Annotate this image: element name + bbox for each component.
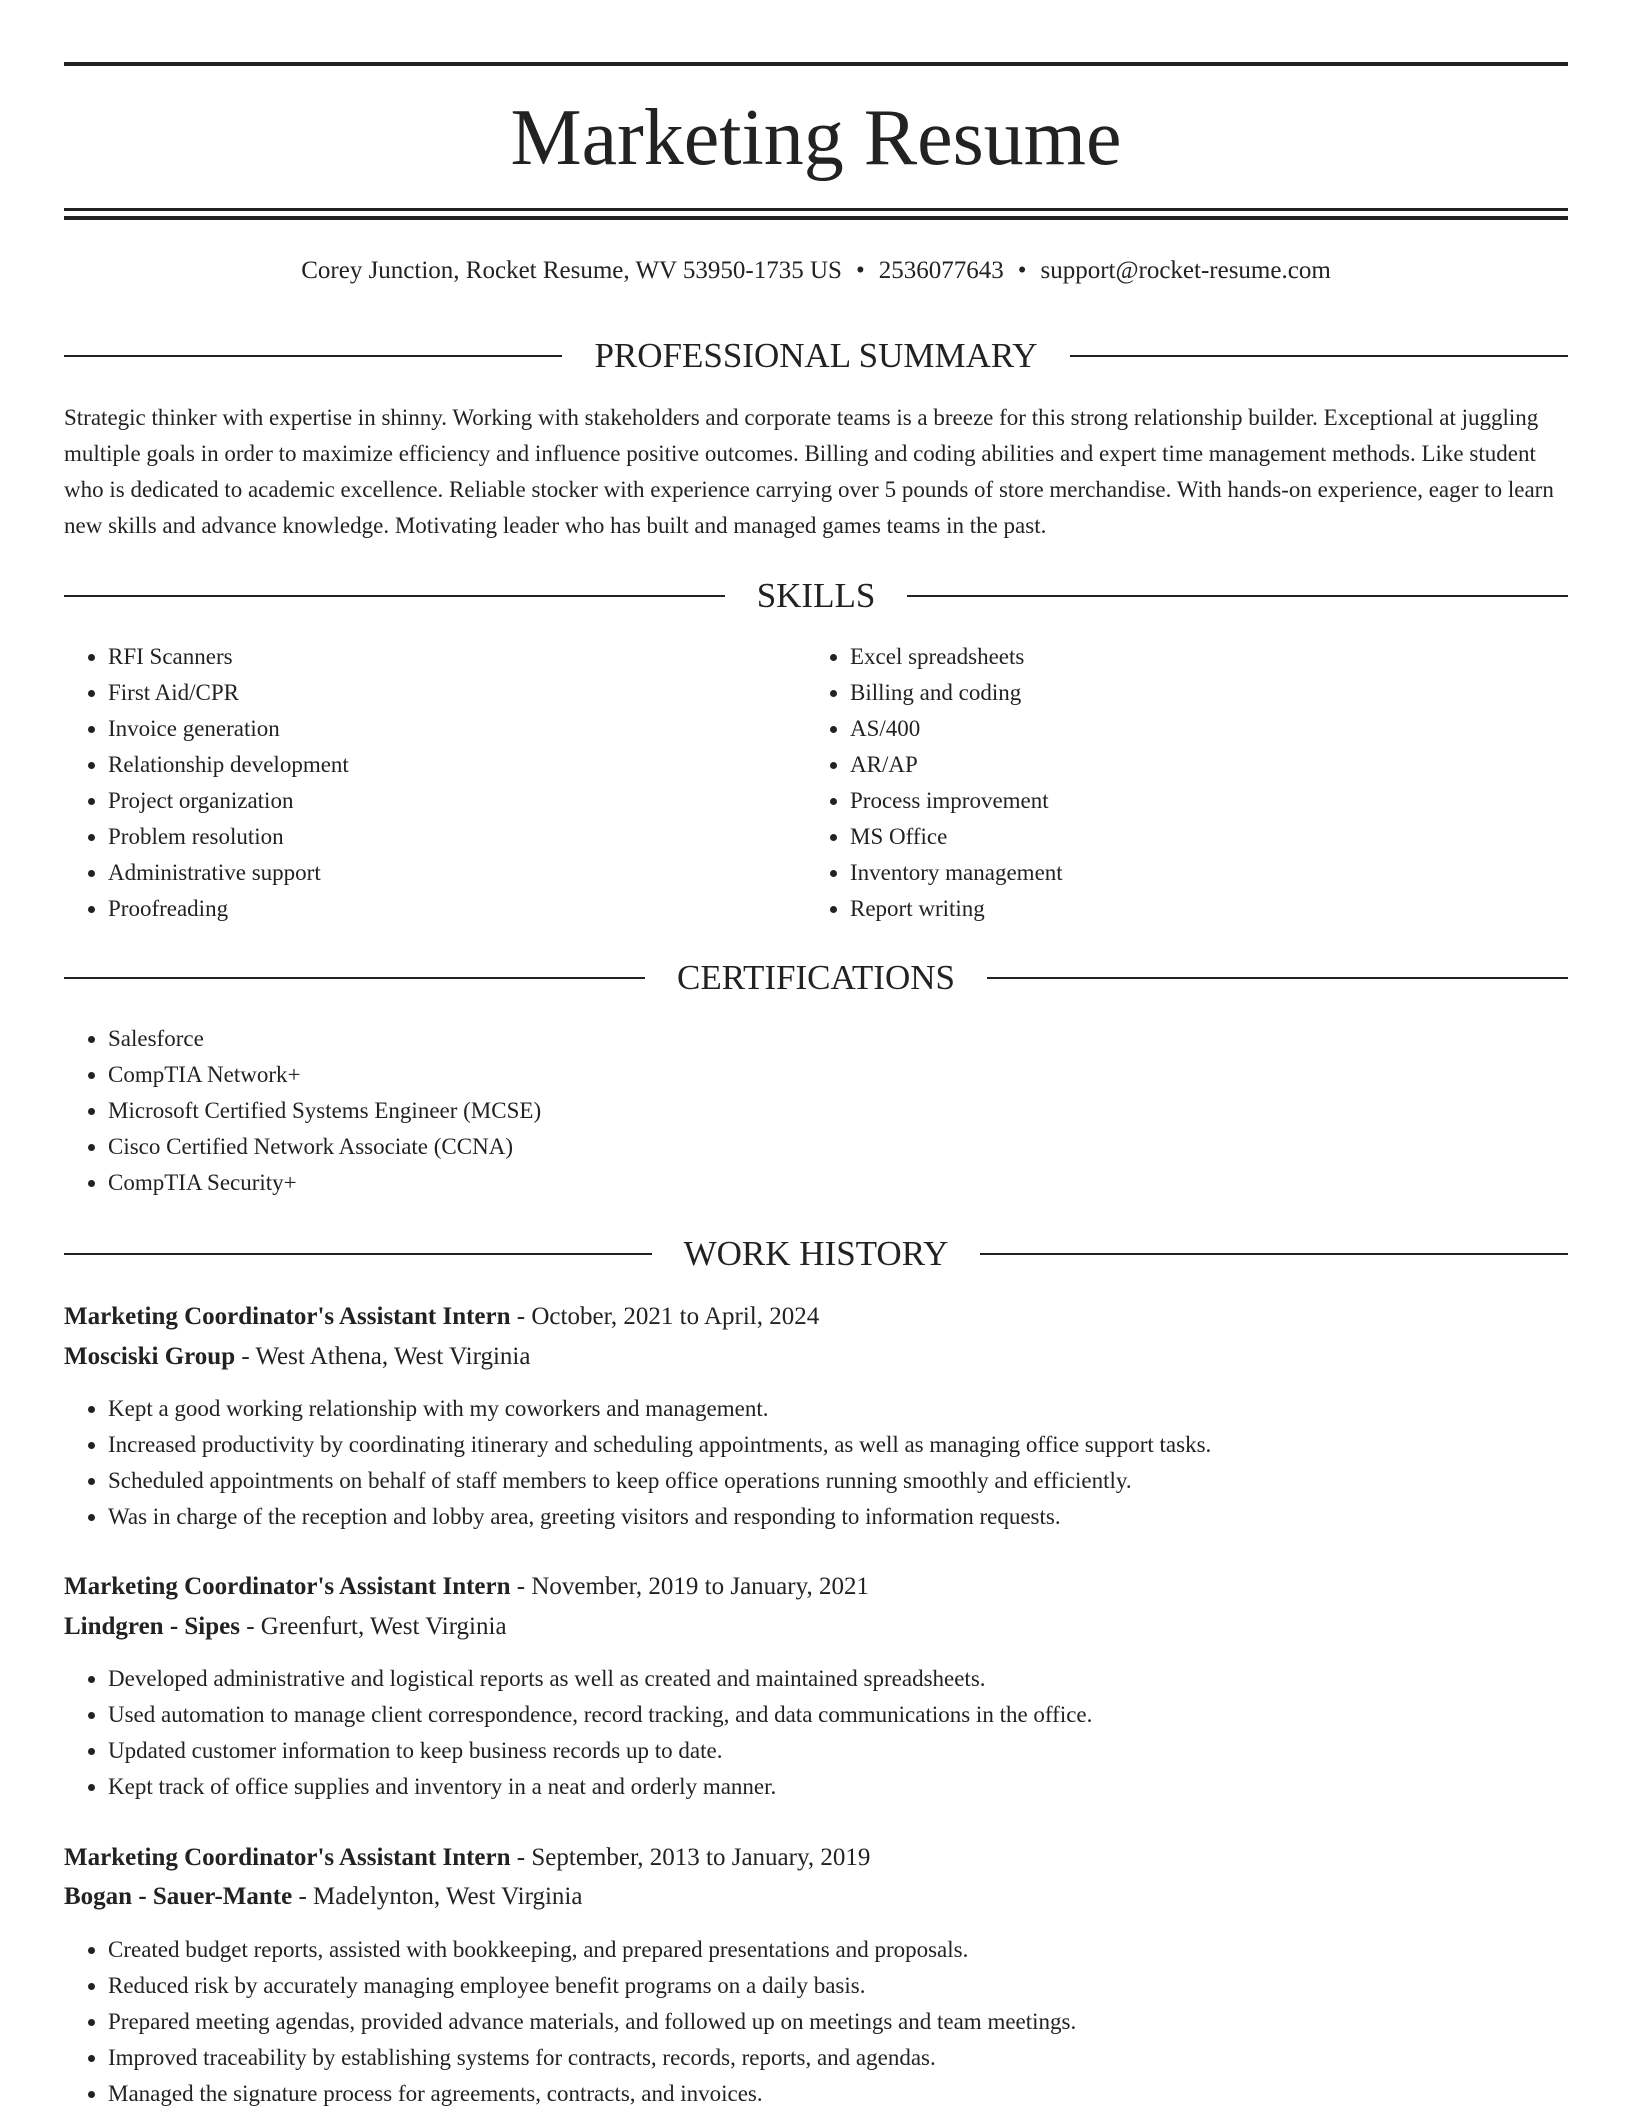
list-item: • Reduced risk by accurately managing employee benefit programs on a daily basis. [108, 1968, 1568, 2004]
section-title: SKILLS [756, 576, 876, 615]
section-heading-work-history [64, 1232, 1568, 1276]
skills-list-right [806, 639, 1550, 927]
job-location: - West Athena, West Virginia [235, 1343, 531, 1370]
job-title: Marketing Coordinator's Assistant Intern [64, 1573, 511, 1600]
page-title: Marketing Resume [510, 94, 1122, 182]
contact-separator: • [855, 257, 865, 284]
list-item: • Problem resolution [108, 819, 808, 855]
list-item: • AR/AP [850, 747, 1550, 783]
list-item: • Salesforce [108, 1021, 1508, 1057]
list-item: • Improved traceability by establishing systems for contracts, records, reports, and agendas. [108, 2040, 1568, 2076]
list-item: • Cisco Certified Network Associate (CCNA) [108, 1129, 1508, 1165]
list-item: • Microsoft Certified Systems Engineer (MCSE) [108, 1093, 1508, 1129]
list-item: • RFI Scanners [108, 639, 808, 675]
section-heading-summary [64, 334, 1568, 378]
list-item: • Invoice generation [108, 711, 808, 747]
job-company-line [64, 1607, 1568, 1647]
section-title: PROFESSIONAL SUMMARY [594, 336, 1038, 375]
list-item: • Created budget reports, assisted with bookkeeping, and prepared presentations and proposals. [108, 1932, 1568, 1968]
contact-phone: 2536077643 [878, 257, 1004, 284]
list-item: • Process improvement [850, 783, 1550, 819]
section-heading-skills [64, 574, 1568, 618]
list-item: • Report writing [850, 891, 1550, 927]
list-item: • Inventory management [850, 855, 1550, 891]
list-item: • Kept track of office supplies and inventory in a neat and orderly manner. [108, 1769, 1568, 1805]
professional-summary-text: Strategic thinker with expertise in shinny. Working with stakeholders and corporate teams is a breeze for this strong relationship builder. Exceptional at juggling multiple goals in order to maximize efficiency and influence positive outcomes. Billing and coding abilities and expert time management methods. Like student who is dedicated to academic excellence. Reliable stocker with experience carrying over 5 pounds of store merchandise. With hands-on experience, eager to learn new skills and advance knowledge. Motivating leader who has built and managed games teams in the past. [64, 405, 1554, 538]
list-item: • Prepared meeting agendas, provided advance materials, and followed up on meetings and team meetings. [108, 2004, 1568, 2040]
list-item: • Administrative support [108, 855, 808, 891]
job-bullets [64, 1391, 1568, 1535]
certifications-list [64, 1021, 1508, 1201]
list-item: • Relationship development [108, 747, 808, 783]
job-company: Mosciski Group [64, 1343, 236, 1370]
list-item: • Was in charge of the reception and lobby area, greeting visitors and responding to information requests. [108, 1499, 1568, 1535]
list-item: • AS/400 [850, 711, 1550, 747]
job-title: Marketing Coordinator's Assistant Intern [64, 1303, 511, 1330]
list-item: • CompTIA Security+ [108, 1165, 1508, 1201]
job-dates: - November, 2019 to January, 2021 [510, 1573, 869, 1600]
section-heading-certifications [64, 956, 1568, 1000]
contact-separator: • [1017, 257, 1027, 284]
job-title-line [64, 1567, 1568, 1607]
job-company-line [64, 1337, 1568, 1377]
job-location: - Greenfurt, West Virginia [239, 1613, 507, 1640]
job-title: Marketing Coordinator's Assistant Intern [64, 1844, 511, 1871]
list-item: • Kept a good working relationship with my coworkers and management. [108, 1391, 1568, 1427]
job-bullets [64, 1661, 1568, 1805]
list-item: • First Aid/CPR [108, 675, 808, 711]
list-item: • Scheduled appointments on behalf of staff members to keep office operations running smoothly and efficiently. [108, 1463, 1568, 1499]
contact-address: Corey Junction, Rocket Resume, WV 53950-1735 US [301, 257, 842, 284]
contact-email: support@rocket-resume.com [1040, 257, 1331, 284]
job-company: Bogan - Sauer-Mante [64, 1883, 293, 1910]
section-title: WORK HISTORY [683, 1234, 949, 1273]
job-dates: - October, 2021 to April, 2024 [510, 1303, 820, 1330]
list-item: • CompTIA Network+ [108, 1057, 1508, 1093]
job-company: Lindgren - Sipes [64, 1613, 240, 1640]
title-double-rule [64, 208, 1568, 220]
skills-list-left [64, 639, 808, 927]
contact-line [64, 255, 1568, 287]
list-item: • Proofreading [108, 891, 808, 927]
list-item: • Excel spreadsheets [850, 639, 1550, 675]
job-dates: - September, 2013 to January, 2019 [510, 1844, 871, 1871]
list-item: • MS Office [850, 819, 1550, 855]
job-company-line [64, 1877, 1568, 1917]
job-title-line [64, 1297, 1568, 1337]
section-title: CERTIFICATIONS [677, 958, 955, 997]
list-item: • Increased productivity by coordinating itinerary and scheduling appointments, as well as managing office support tasks. [108, 1427, 1568, 1463]
list-item: • Updated customer information to keep business records up to date. [108, 1733, 1568, 1769]
top-rule [64, 62, 1568, 66]
list-item: • Developed administrative and logistical reports as well as created and maintained spreadsheets. [108, 1661, 1568, 1697]
list-item: • Project organization [108, 783, 808, 819]
list-item: • Used automation to manage client correspondence, record tracking, and data communications in the office. [108, 1697, 1568, 1733]
job-title-line [64, 1838, 1568, 1878]
list-item: • Managed the signature process for agreements, contracts, and invoices. [108, 2076, 1568, 2112]
list-item: • Billing and coding [850, 675, 1550, 711]
job-bullets [64, 1932, 1568, 2112]
job-location: - Madelynton, West Virginia [292, 1883, 583, 1910]
